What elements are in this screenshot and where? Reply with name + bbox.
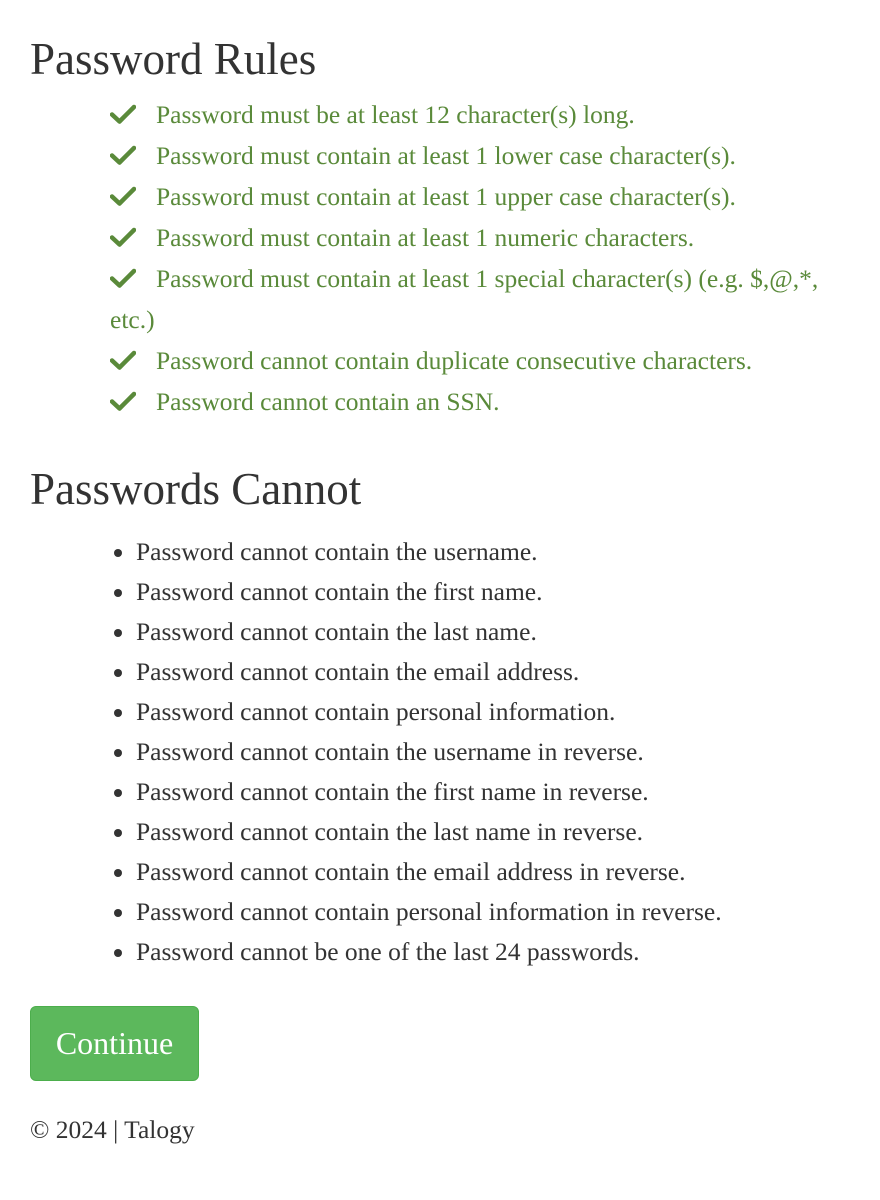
rule-item xyxy=(110,176,850,217)
list-item: • Password cannot contain the email address. xyxy=(136,652,850,692)
list-item: • Password cannot contain the username in reverse. xyxy=(136,732,850,772)
continue-button[interactable]: Continue xyxy=(30,1006,199,1081)
rule-text: Password must contain at least 1 numeric characters. xyxy=(156,223,695,252)
rule-item xyxy=(30,258,850,340)
list-item: • Password cannot contain personal information. xyxy=(136,692,850,732)
password-rules-heading: Password Rules xyxy=(30,34,317,84)
rule-item xyxy=(110,217,850,258)
rule-text: Password must contain at least 1 lower case character(s). xyxy=(156,141,736,170)
rule-text: Password cannot contain duplicate consecutive characters. xyxy=(156,346,753,375)
passwords-cannot-heading: Passwords Cannot xyxy=(30,464,362,514)
check-icon xyxy=(110,227,136,247)
list-item: • Password cannot contain the email address in reverse. xyxy=(136,852,850,892)
list-item: • Password cannot contain the username. xyxy=(136,532,850,572)
list-item: • Password cannot contain the last name. xyxy=(136,612,850,652)
rule-item xyxy=(110,340,850,381)
list-item: • Password cannot contain the last name in reverse. xyxy=(136,812,850,852)
check-icon xyxy=(110,104,136,124)
check-icon xyxy=(110,145,136,165)
rule-text: Password must be at least 12 character(s) long. xyxy=(156,100,635,129)
check-icon xyxy=(110,350,136,370)
rule-text: Password must contain at least 1 special character(s) (e.g. $,@,*, etc.) xyxy=(110,264,819,334)
rule-text: Password must contain at least 1 upper case character(s). xyxy=(156,182,736,211)
list-item: • Password cannot contain personal information in reverse. xyxy=(136,892,850,932)
list-item: • Password cannot contain the first name. xyxy=(136,572,850,612)
check-icon xyxy=(110,391,136,411)
rule-item xyxy=(110,381,850,422)
copyright-footer: © 2024 | Talogy xyxy=(30,1115,195,1144)
rule-item xyxy=(110,135,850,176)
list-item: • Password cannot be one of the last 24 passwords. xyxy=(136,932,850,972)
password-rules-list xyxy=(30,94,850,422)
check-icon xyxy=(110,186,136,206)
list-item: • Password cannot contain the first name in reverse. xyxy=(136,772,850,812)
check-icon xyxy=(110,268,136,288)
passwords-cannot-list xyxy=(30,532,850,972)
rule-text: Password cannot contain an SSN. xyxy=(156,387,500,416)
rule-item xyxy=(110,94,850,135)
